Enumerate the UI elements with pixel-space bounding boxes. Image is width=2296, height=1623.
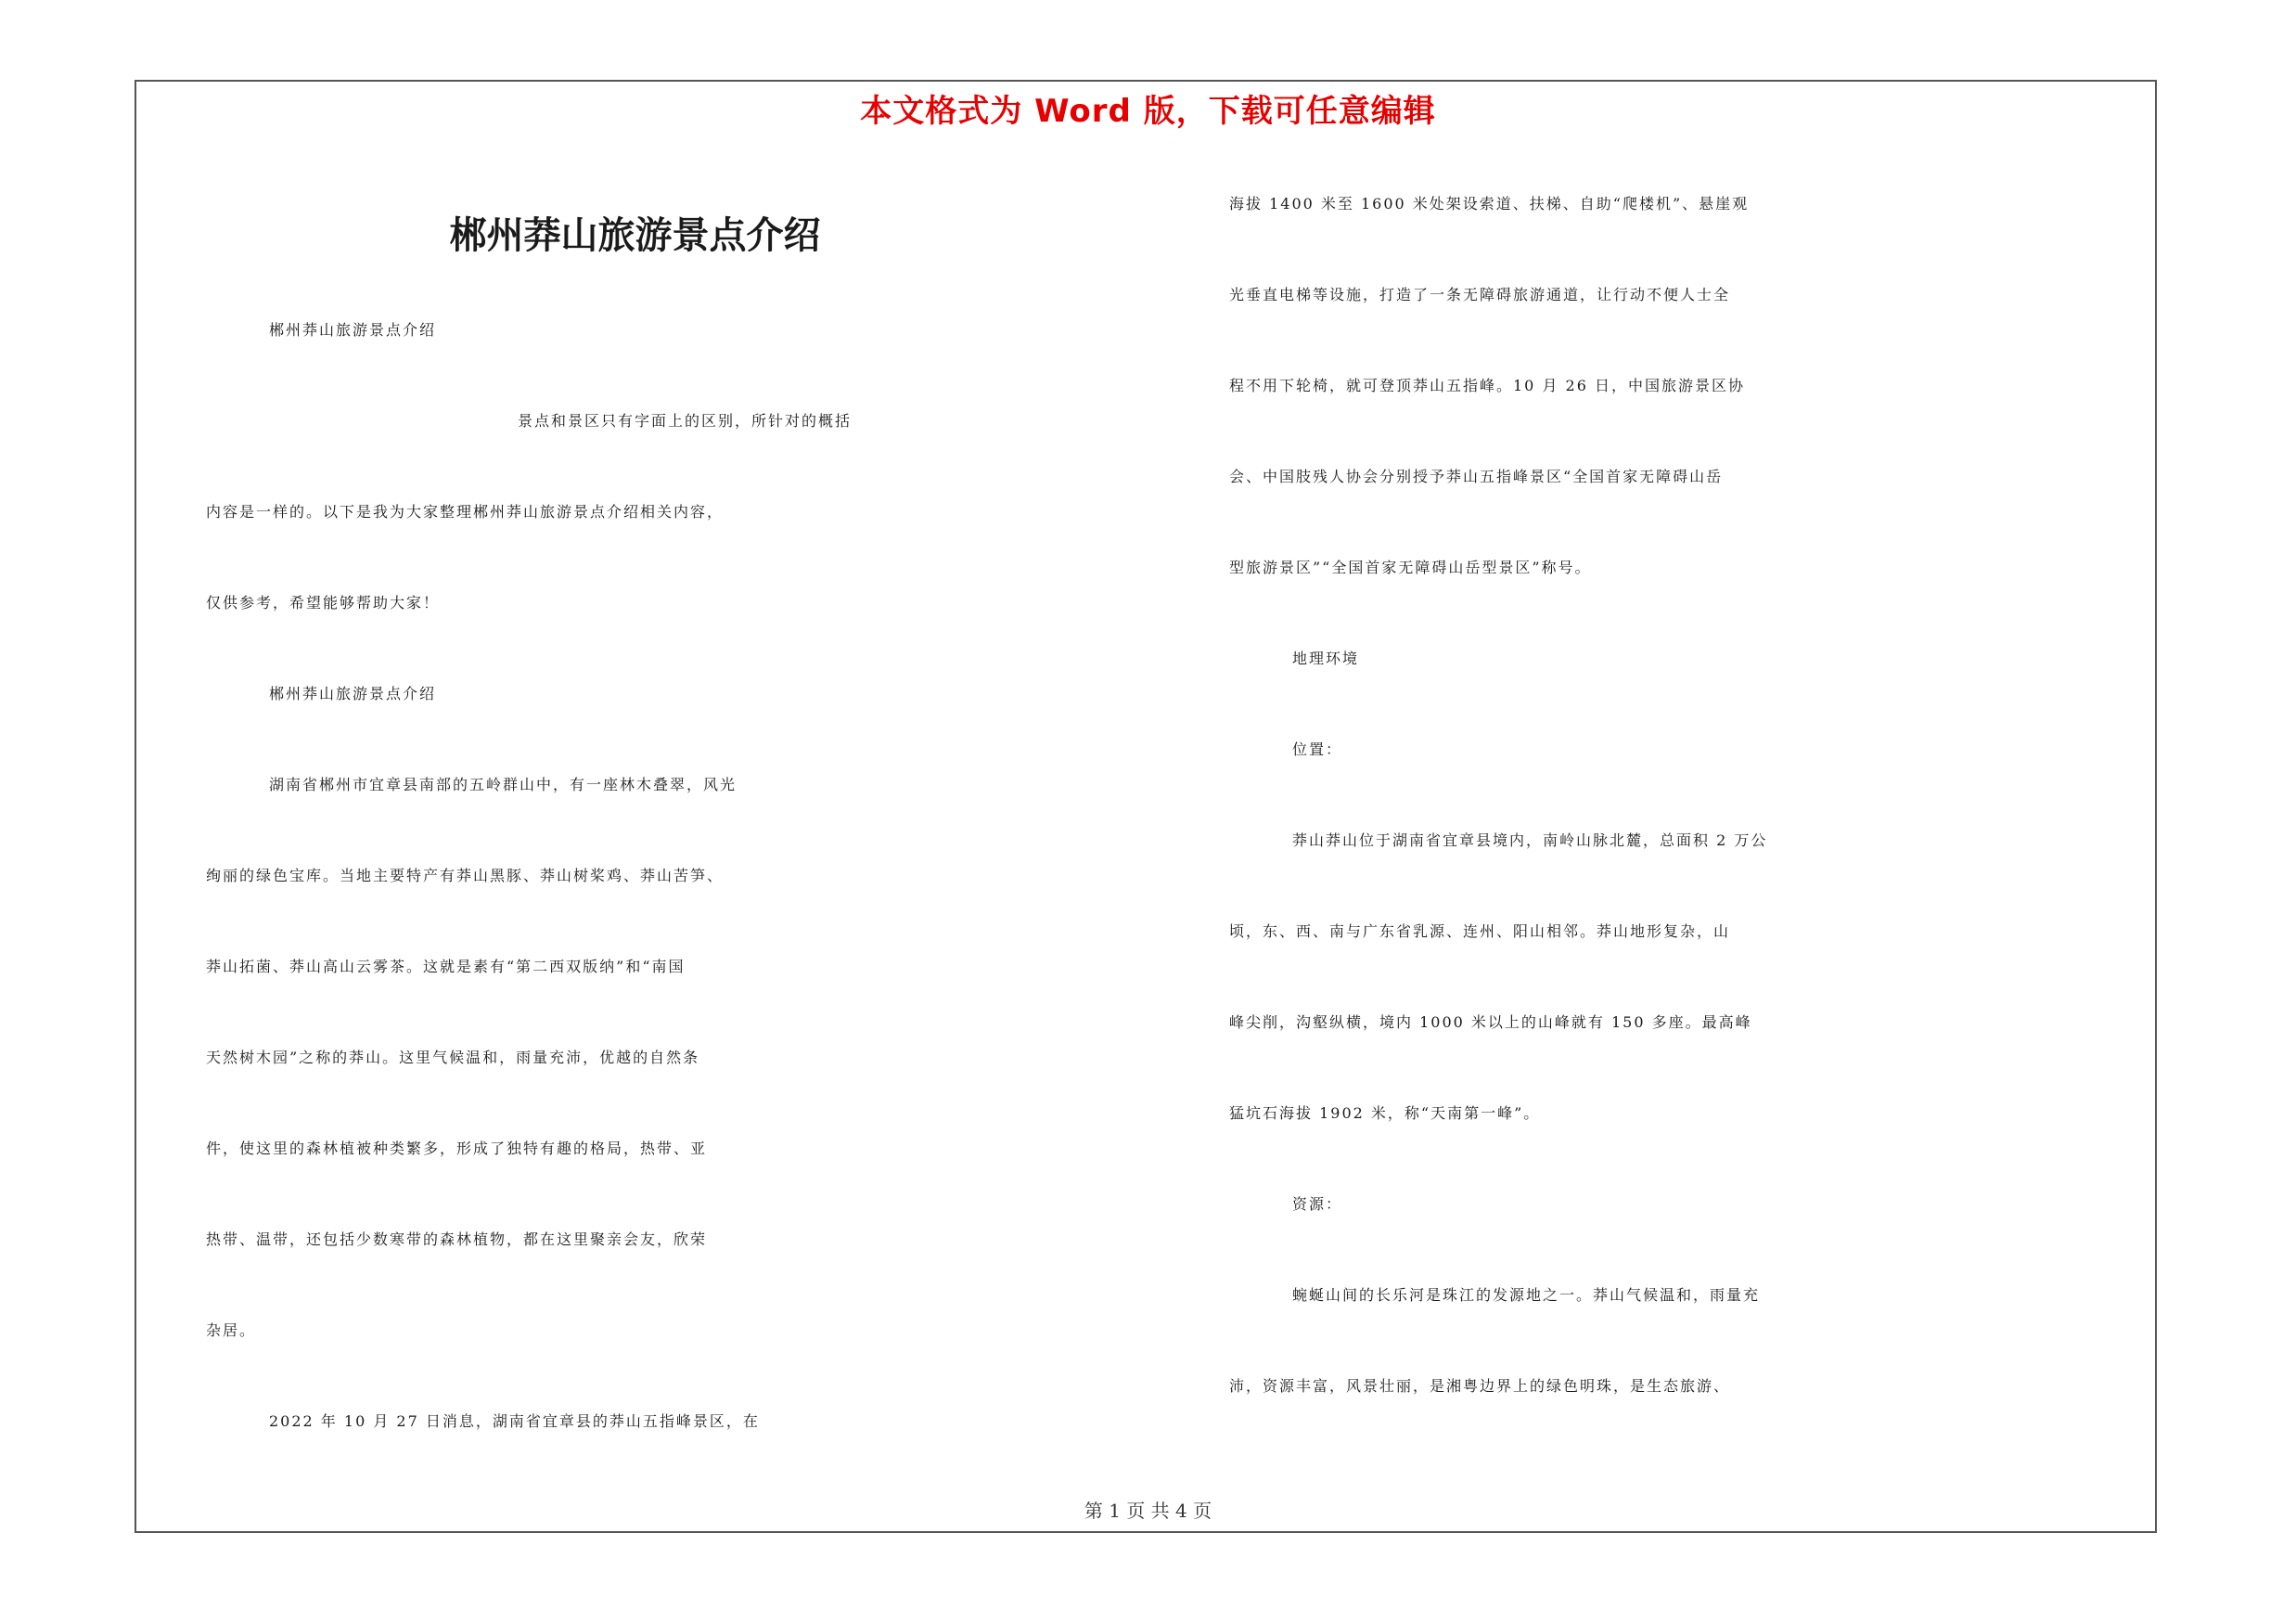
right-line: 会、中国肢残人协会分别授予莽山五指峰景区“全国首家无障碍山岳 <box>1229 468 1724 485</box>
right-line: 顷，东、西、南与广东省乳源、连州、阳山相邻。莽山地形复杂，山 <box>1229 922 1731 940</box>
left-line: 件，使这里的森林植被种类繁多，形成了独特有趣的格局，热带、亚 <box>206 1140 708 1157</box>
left-line: 2022 年 10 月 27 日消息，湖南省宜章县的莽山五指峰景区，在 <box>269 1412 760 1430</box>
left-line: 郴州莽山旅游景点介绍 <box>269 321 437 339</box>
right-line: 海拔 1400 米至 1600 米处架设索道、扶梯、自助“爬楼机”、悬崖观 <box>1229 195 1750 213</box>
left-line: 仅供参考，希望能够帮助大家！ <box>206 594 441 612</box>
left-line: 杂居。 <box>206 1321 257 1339</box>
document-title: 郴州莽山旅游景点介绍 <box>449 213 821 257</box>
right-line: 程不用下轮椅，就可登顶莽山五指峰。10 月 26 日，中国旅游景区协 <box>1229 377 1745 394</box>
right-line: 光垂直电梯等设施，打造了一条无障碍旅游通道，让行动不便人士全 <box>1229 286 1731 303</box>
page-frame <box>135 80 2157 1533</box>
right-line: 资源： <box>1292 1195 1343 1213</box>
right-line: 峰尖削，沟壑纵横，境内 1000 米以上的山峰就有 150 多座。最高峰 <box>1229 1013 1752 1031</box>
left-line: 内容是一样的。以下是我为大家整理郴州莽山旅游景点介绍相关内容， <box>206 503 725 521</box>
page-footer: 第 1 页 共 4 页 <box>1084 1500 1212 1522</box>
right-line: 沛，资源丰富，风景壮丽，是湘粤边界上的绿色明珠，是生态旅游、 <box>1229 1377 1731 1395</box>
left-line: 天然树木园”之称的莽山。这里气候温和，雨量充沛，优越的自然条 <box>206 1049 700 1066</box>
left-line: 绚丽的绿色宝库。当地主要特产有莽山黑豚、莽山树桨鸡、莽山苦笋、 <box>206 867 725 884</box>
left-line: 郴州莽山旅游景点介绍 <box>269 685 437 702</box>
left-line: 莽山拓菌、莽山高山云雾茶。这就是素有“第二西双版纳”和“南国 <box>206 958 686 975</box>
right-line: 蜿蜒山间的长乐河是珠江的发源地之一。莽山气候温和，雨量充 <box>1292 1286 1761 1304</box>
editable-banner: 本文格式为 Word 版，下载可任意编辑 <box>860 93 1436 130</box>
right-line: 型旅游景区”“全国首家无障碍山岳型景区”称号。 <box>1229 559 1592 576</box>
left-line: 热带、温带，还包括少数寒带的森林植物，都在这里聚亲会友，欣荣 <box>206 1230 708 1248</box>
right-line: 位置： <box>1292 741 1343 758</box>
right-line: 猛坑石海拔 1902 米，称“天南第一峰”。 <box>1229 1104 1541 1122</box>
left-line: 景点和景区只有字面上的区别，所针对的概括 <box>518 412 853 430</box>
left-line: 湖南省郴州市宜章县南部的五岭群山中，有一座林木叠翠，风光 <box>269 776 738 793</box>
right-line: 地理环境 <box>1292 650 1360 667</box>
right-line: 莽山莽山位于湖南省宜章县境内，南岭山脉北麓，总面积 2 万公 <box>1292 831 1768 849</box>
